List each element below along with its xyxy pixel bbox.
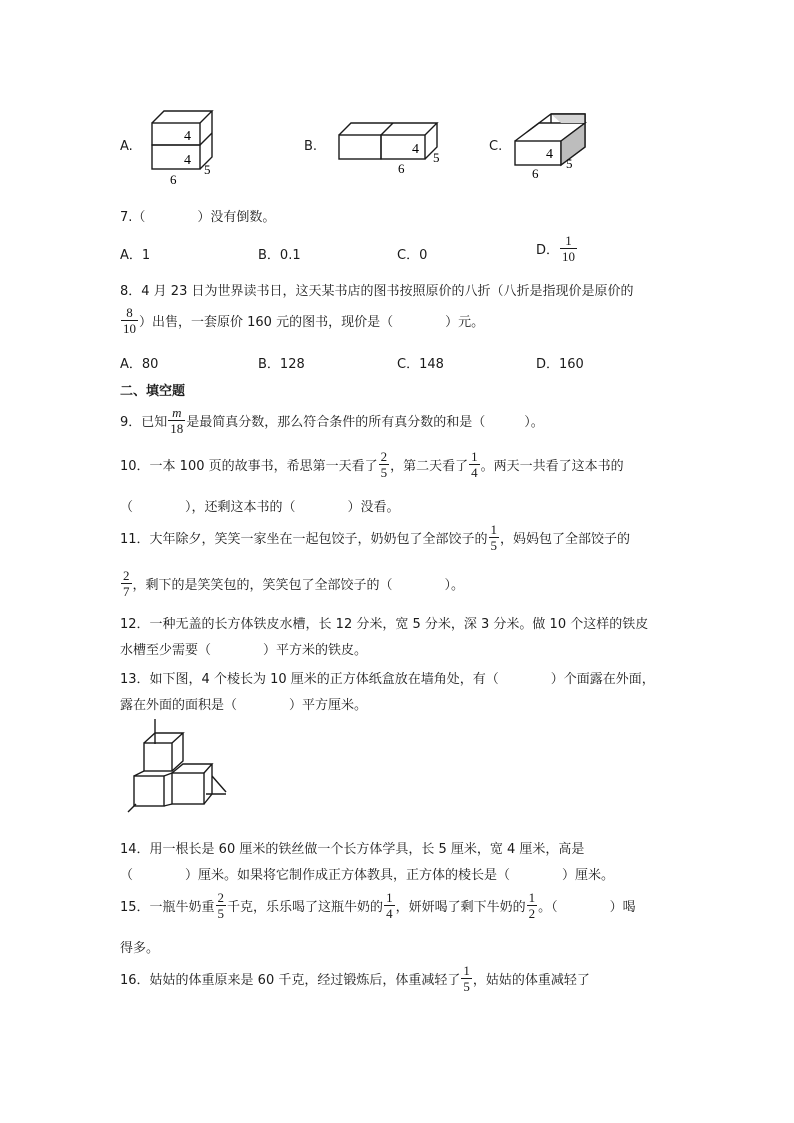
q14-line1: 14．用一根长是 60 厘米的铁丝做一个长方体学具，长 5 厘米，宽 4 厘米，高是 [120,842,585,857]
q7-option-a: A．1 [120,248,151,263]
section-title-fill-blanks: 二、填空题 [120,384,186,399]
option-b-figure [336,118,446,178]
q16-line1: 16．姑姑的体重原来是 60 千克，经过锻炼后，体重减轻了 $\frac{1}{5}$ ，姑姑的体重减轻了 [120,963,590,994]
option-a-figure [148,106,218,186]
option-b-width-label: 6 [398,161,405,176]
q11-line1: 11．大年除夕，笑笑一家坐在一起包饺子，奶奶包了全部饺子的 $\frac{1}{5}$ ，妈妈包了全部饺子的 [120,522,631,553]
q7-option-b: B．0.1 [258,248,301,263]
q10-line1: 10．一本 100 页的故事书，希思第一天看了 $\frac{2}{5}$ ，第二天看了 $\frac{1}{4}$ 。两天一共看了这本书的 [120,449,624,480]
q7-option-c: C．0 [397,248,428,263]
q8-line2: $\frac{8}{10}$ ）出售，一套原价 160 元的图书，现价是（ ）元。 [123,305,485,336]
q11-line2: $\frac{2}{7}$ ，剩下的是笑笑包的，笑笑包了全部饺子的（ ）。 [123,568,465,599]
option-a-bottom-label: 4 [184,153,191,168]
option-c-face-label: 4 [546,147,553,162]
option-a-top-label: 4 [184,129,191,144]
option-a-label: A. [120,139,133,154]
q13-line2: 露在外面的面积是（ ）平方厘米。 [120,698,368,713]
option-a-width-label: 6 [170,172,177,186]
q8-line1: 8．4 月 23 日为世界读书日，这天某书店的图书按照原价的八折（八折是指现价是原价的 [120,284,634,299]
q15-line2: 得多。 [120,941,160,956]
option-a-depth-label: 5 [204,162,211,177]
q14-line2: （ ）厘米。如果将它制作成正方体教具，正方体的棱长是（ ）厘米。 [120,868,615,883]
q12-line1: 12．一种无盖的长方体铁皮水槽，长 12 分米，宽 5 分米，深 3 分米。做 10 个这样的铁皮 [120,617,649,632]
q8-option-c: C．148 [397,357,444,372]
q7-option-d: D． $\frac{1}{10}$ [536,233,576,264]
option-b-face-label: 4 [412,142,419,157]
q8-option-a: A．80 [120,357,159,372]
option-b-label: B. [304,139,318,154]
q8-option-b: B．128 [258,357,305,372]
option-c-label: C. [489,139,503,154]
option-c-depth-label: 5 [566,156,573,171]
q15-line1: 15．一瓶牛奶重 $\frac{2}{5}$ 千克，乐乐喝了这瓶牛奶的 $\frac{1}{4}$ ，妍妍喝了剩下牛奶的 $\frac{1}{2}$ 。（ ）喝 [120,890,636,921]
option-c-width-label: 6 [532,166,539,181]
option-b-depth-label: 5 [433,150,440,165]
q9-text: 9．已知 $\frac{m}{18}$ 是最简真分数，那么符合条件的所有真分数的和是（ ）。 [120,405,544,436]
q8-option-d: D．160 [536,357,584,372]
q10-line2: （ ），还剩这本书的（ ）没看。 [120,500,400,515]
q12-line2: 水槽至少需要（ ）平方米的铁皮。 [120,643,368,658]
q13-corner-cubes-figure [126,716,236,816]
q13-line1: 13．如下图，4 个棱长为 10 厘米的正方体纸盒放在墙角处，有（ ）个面露在外面， [120,672,655,687]
q7-stem: 7.（ ）没有倒数。 [120,210,276,225]
option-c-figure [512,110,592,182]
